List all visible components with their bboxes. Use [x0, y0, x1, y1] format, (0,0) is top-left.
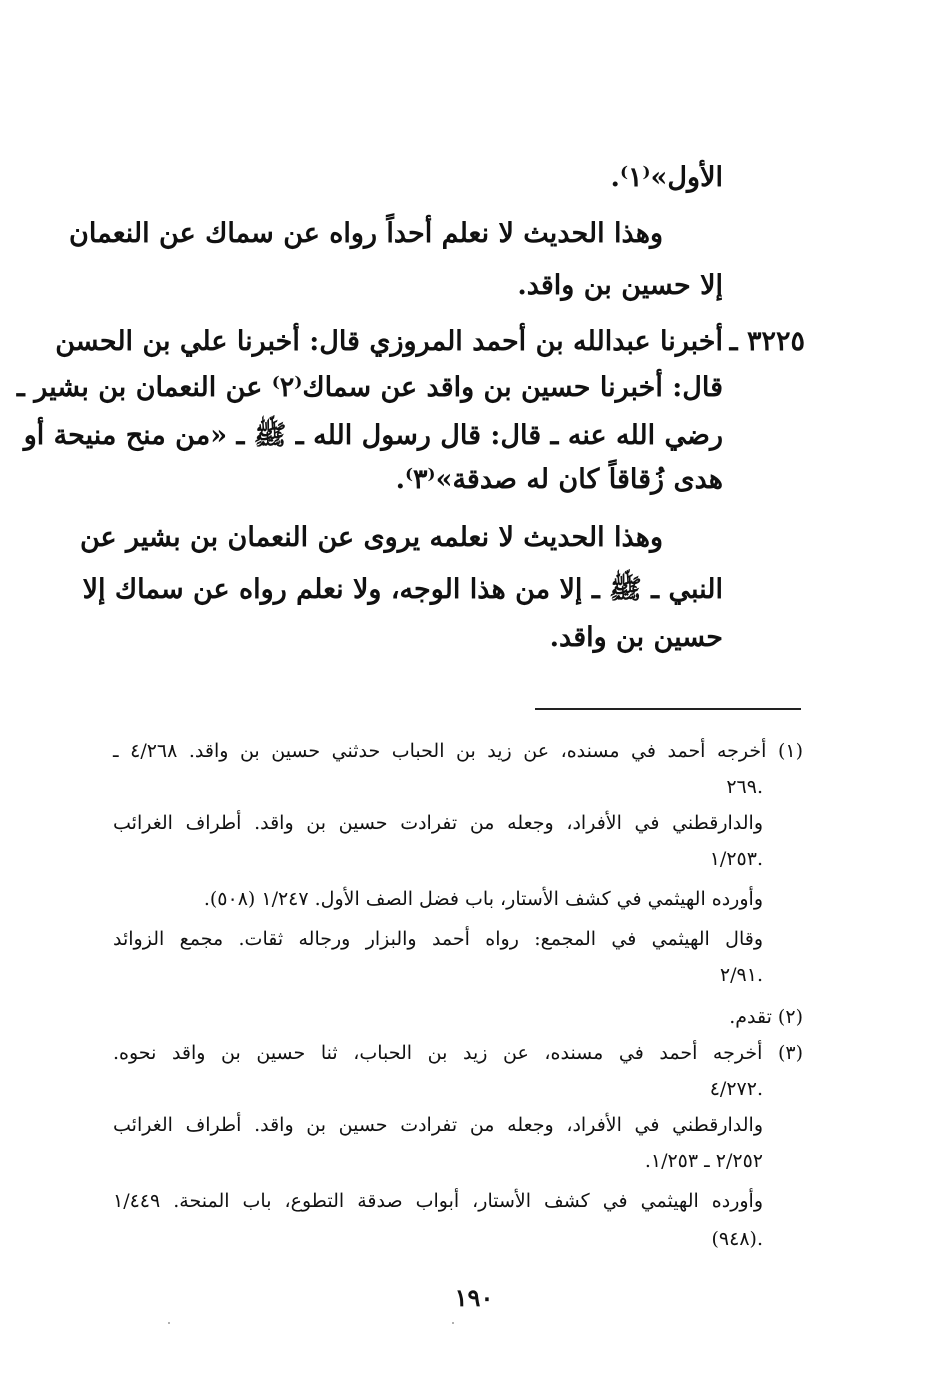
- footnote-3-line-4: ٢/٢٥٢ ـ ١/٢٥٣.: [644, 1150, 763, 1172]
- text-line-5: قال: أخبرنا حسين بن واقد عن سماك⁽٢⁾ عن النعمان بن بشير ـ: [16, 372, 723, 403]
- text-line-7: هدى زُقاقاً كان له صدقة»⁽٣⁾.: [395, 464, 723, 495]
- footnote-1-line-3: والدارقطني في الأفراد، وجعله من تفرادت حسين بن واقد. أطراف الغرائب: [113, 812, 763, 834]
- footnote-1-line-4: ١/٢٥٣.: [709, 848, 763, 870]
- footnote-3-line-2: ٤/٢٧٢.: [709, 1078, 763, 1100]
- footnote-3-line-3: والدارقطني في الأفراد، وجعله من تفرادت حسين بن واقد. أطراف الغرائب: [113, 1114, 763, 1136]
- footnote-3-line-5: وأورده الهيثمي في كشف الأستار، أبواب صدقة التطوع، باب المنحة. ١/٤٤٩: [113, 1190, 763, 1212]
- footnote-separator: [535, 708, 801, 710]
- footnote-1-line-2: ٢٦٩.: [726, 776, 763, 798]
- scan-speck: [452, 1322, 454, 1324]
- page-number: ١٩٠: [454, 1283, 494, 1312]
- text-line-3: إلا حسين بن واقد.: [517, 270, 723, 301]
- text-line-2: وهذا الحديث لا نعلم أحداً رواه عن سماك عن النعمان: [69, 218, 663, 249]
- footnote-1-line-6: وقال الهيثمي في المجمع: رواه أحمد والبزار ورجاله ثقات. مجمع الزوائد: [113, 928, 763, 950]
- text-line-6: رضي الله عنه ـ قال: قال رسول الله ـ ﷺ ـ «من منح منيحة أو: [23, 420, 723, 451]
- scan-speck: [168, 1322, 170, 1324]
- footnote-1-line-1: (١) أخرجه أحمد في مسنده، عن زيد بن الحباب حدثني حسين بن واقد. ٤/٢٦٨ ـ: [113, 740, 804, 762]
- footnote-1-line-5: وأورده الهيثمي في كشف الأستار، باب فضل الصف الأول. ١/٢٤٧ (٥٠٨).: [203, 888, 763, 910]
- footnote-3-line-1: (٣) أخرجه أحمد في مسنده، عن زيد بن الحباب، ثنا حسين بن واقد نحوه.: [113, 1042, 803, 1064]
- text-line-1: الأول»⁽١⁾.: [610, 162, 723, 193]
- text-line-10: حسين بن واقد.: [549, 622, 723, 653]
- footnote-2: (٢) تقدم.: [729, 1006, 803, 1028]
- footnote-1-line-7: ٢/٩١.: [719, 964, 763, 986]
- text-line-8: وهذا الحديث لا نعلمه يروى عن النعمان بن بشير عن: [79, 522, 663, 553]
- text-line-4: أخبرنا عبدالله بن أحمد المروزي قال: أخبرنا علي بن الحسن: [55, 326, 723, 357]
- hadith-number: ٣٢٢٥ ـ: [729, 326, 805, 357]
- text-line-9: النبي ـ ﷺ ـ إلا من هذا الوجه، ولا نعلم رواه عن سماك إلا: [82, 574, 723, 605]
- footnote-3-line-6: (٩٤٨).: [711, 1228, 763, 1250]
